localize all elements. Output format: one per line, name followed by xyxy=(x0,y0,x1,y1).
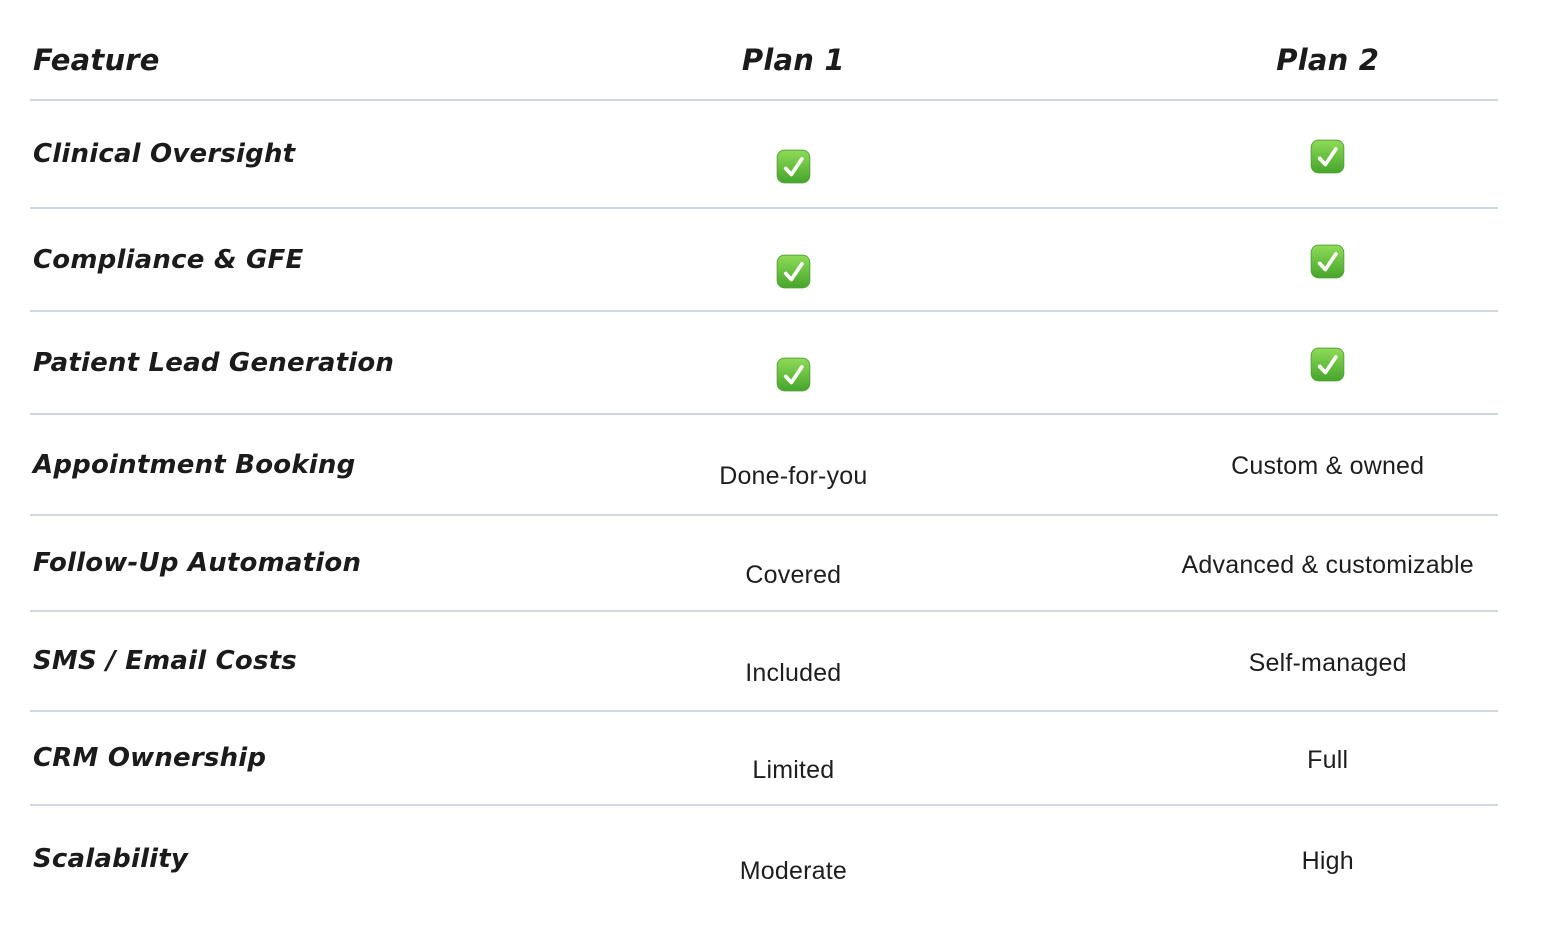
check-mark-icon xyxy=(1310,347,1345,382)
feature-label: Scalability xyxy=(33,844,189,874)
feature-column-title: Feature xyxy=(33,42,160,77)
plan2-value: Custom & owned xyxy=(1231,452,1425,480)
feature-label: Compliance & GFE xyxy=(33,244,304,275)
feature-cell xyxy=(30,450,429,480)
table-row xyxy=(30,415,1498,516)
plan1-cell xyxy=(429,647,1157,687)
table-header-row xyxy=(30,0,1498,101)
plan2-value: Self-managed xyxy=(1248,648,1407,677)
plan2-value xyxy=(1310,347,1345,382)
plan1-cell xyxy=(429,845,1157,885)
feature-label: Appointment Booking xyxy=(33,449,356,480)
comparison-table-body xyxy=(30,101,1498,912)
plan1-value xyxy=(776,357,811,392)
plan2-value xyxy=(1310,244,1345,279)
plan2-cell xyxy=(1157,137,1498,172)
plan1-value: Limited xyxy=(752,755,835,784)
check-mark-icon xyxy=(1310,244,1345,279)
plan1-value: Moderate xyxy=(739,856,847,885)
plan1-cell xyxy=(429,744,1157,784)
plan1-cell xyxy=(429,242,1157,277)
plan2-cell xyxy=(1157,845,1498,874)
feature-label: SMS / Email Costs xyxy=(33,646,297,676)
table-row xyxy=(30,101,1498,209)
plan1-value xyxy=(776,149,811,184)
plan1-value: Done-for-you xyxy=(719,462,868,490)
plan1-column-title: Plan 1 xyxy=(741,42,845,77)
feature-cell xyxy=(30,348,429,378)
table-row xyxy=(30,806,1498,912)
table-row xyxy=(30,516,1498,612)
check-mark-icon xyxy=(776,357,811,392)
plan1-cell xyxy=(429,549,1157,589)
feature-label: CRM Ownership xyxy=(33,743,267,773)
plan2-value xyxy=(1310,139,1345,174)
plan2-cell xyxy=(1157,744,1498,773)
plan1-value xyxy=(776,254,811,289)
plan1-value: Covered xyxy=(745,560,842,589)
plan1-cell xyxy=(429,345,1157,380)
check-mark-icon xyxy=(776,254,811,289)
plan2-value: High xyxy=(1301,846,1354,875)
feature-label: Clinical Oversight xyxy=(33,139,296,169)
plan2-column-title: Plan 2 xyxy=(1276,42,1380,77)
feature-cell xyxy=(30,844,429,874)
check-mark-icon xyxy=(1310,139,1345,174)
table-row xyxy=(30,209,1498,312)
feature-cell xyxy=(30,245,429,275)
plan2-cell xyxy=(1157,450,1498,479)
feature-label: Patient Lead Generation xyxy=(33,347,395,378)
table-row xyxy=(30,612,1498,712)
plan1-value: Included xyxy=(745,658,842,687)
feature-label: Follow-Up Automation xyxy=(33,548,362,578)
column-header-plan1 xyxy=(429,33,1157,77)
plan2-cell xyxy=(1157,242,1498,277)
plan2-cell xyxy=(1157,345,1498,380)
feature-cell xyxy=(30,548,429,578)
feature-cell xyxy=(30,646,429,676)
table-row xyxy=(30,312,1498,415)
comparison-table xyxy=(30,0,1498,912)
plan1-cell xyxy=(429,137,1157,172)
plan2-cell xyxy=(1157,549,1498,578)
plan2-value: Full xyxy=(1307,745,1349,774)
plan2-value: Advanced & customizable xyxy=(1181,550,1474,579)
feature-cell xyxy=(30,743,429,773)
feature-cell xyxy=(30,139,429,169)
plan1-cell xyxy=(429,450,1157,490)
column-header-plan2 xyxy=(1157,33,1498,77)
check-mark-icon xyxy=(776,149,811,184)
plan2-cell xyxy=(1157,647,1498,676)
table-row xyxy=(30,712,1498,806)
column-header-feature xyxy=(30,33,429,77)
